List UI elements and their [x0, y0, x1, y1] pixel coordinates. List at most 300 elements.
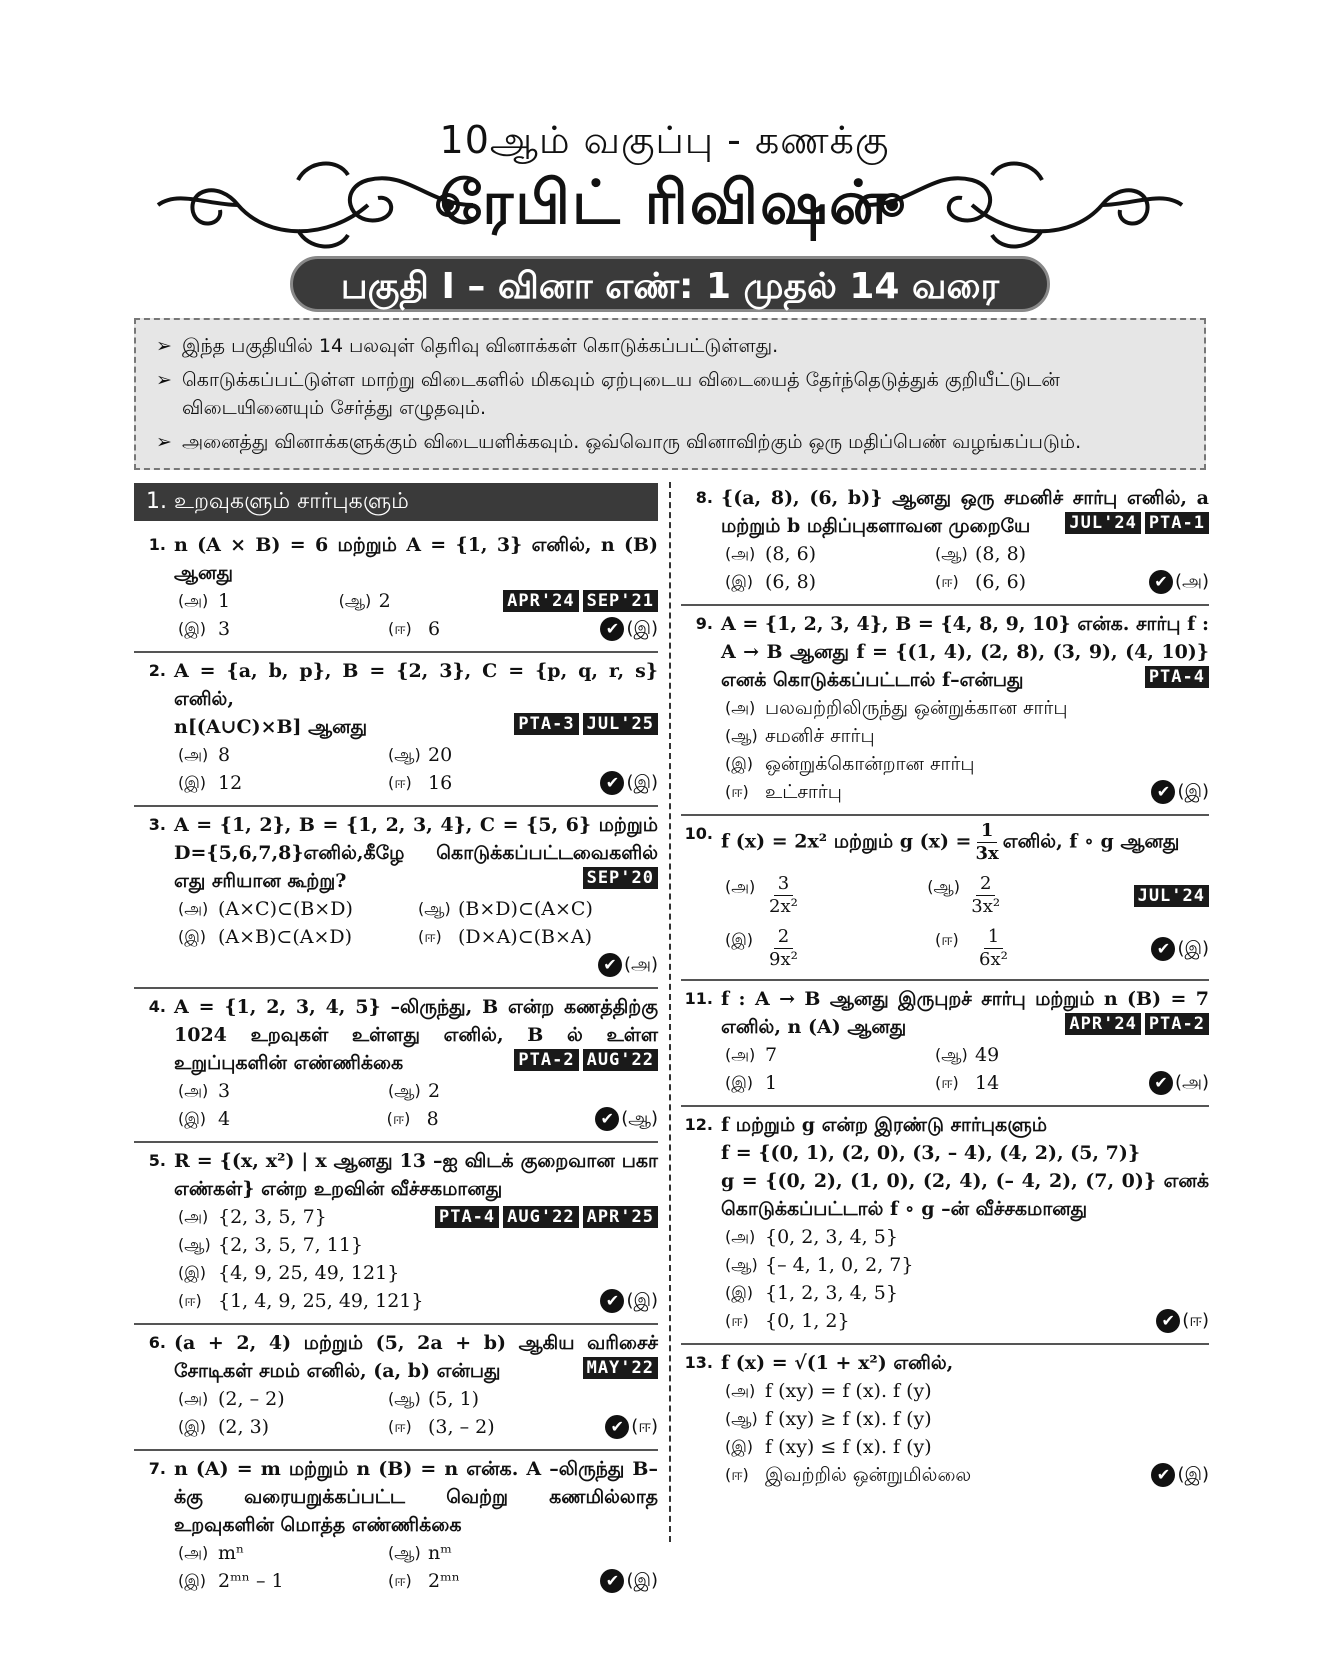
- option-label: (அ): [178, 1081, 209, 1100]
- instructions-box: [134, 318, 1206, 470]
- question-body: [174, 1455, 658, 1539]
- option-row: [178, 769, 658, 797]
- option-value: {0, 1, 2}: [765, 1310, 850, 1332]
- option-label: (இ): [178, 1263, 207, 1282]
- question-text-line: A = {a, b, p}, B = {2, 3}, C = {p, q, r, s} எனில்,: [174, 660, 658, 710]
- question: [134, 1451, 658, 1603]
- tag-group: [1141, 666, 1209, 688]
- option-value: (A×C)⊂(B×D): [218, 898, 353, 920]
- fraction: [769, 873, 798, 918]
- arrow-bullet-icon: ➢: [156, 369, 172, 391]
- answer-mark: [595, 1105, 658, 1133]
- question: [134, 653, 658, 807]
- question-body: [721, 610, 1209, 694]
- option-value: 20: [428, 744, 453, 766]
- option-value: mⁿ: [218, 1542, 245, 1564]
- exam-tag: APR'24: [503, 590, 578, 612]
- page-subtitle: 10ஆம் வகுப்பு - கணக்கு: [439, 118, 890, 162]
- options: [134, 1539, 658, 1595]
- question: [681, 1345, 1209, 1497]
- option-value: 12: [218, 772, 243, 794]
- option-label: (ஆ): [178, 1235, 211, 1254]
- part-banner: பகுதி I – வினா எண்: 1 முதல் 14 வரை: [290, 256, 1050, 312]
- question-number: 12.: [684, 1115, 713, 1134]
- option: [725, 540, 935, 568]
- option: [725, 1433, 932, 1461]
- tag-group: [1130, 885, 1209, 907]
- question: [134, 989, 658, 1143]
- option-row: [725, 540, 1209, 568]
- option-label: (அ): [178, 1543, 209, 1562]
- fraction: [769, 926, 798, 971]
- question-body: [721, 1349, 1209, 1377]
- option-value: 2: [428, 1080, 441, 1102]
- option-value: 1: [218, 590, 231, 612]
- options: [681, 873, 1209, 971]
- question-body: [721, 484, 1209, 540]
- option-label: (இ): [178, 619, 207, 638]
- left-column: [134, 483, 658, 1603]
- exam-tag: MAY'22: [583, 1357, 658, 1379]
- option-label: (ஆ): [418, 899, 451, 918]
- question: [681, 981, 1209, 1107]
- option-row: [725, 1433, 1209, 1461]
- option-row: [178, 1385, 658, 1413]
- option: [387, 1105, 596, 1133]
- question-body: [174, 1329, 658, 1385]
- option-row: [178, 587, 658, 615]
- question-text-line: (a + 2, 4) மற்றும் (5, 2a + b) ஆகிய வரிசைச் சோடிகள் சமம் எனில், (a, b) என்பது: [174, 1332, 658, 1382]
- exam-tag: APR'25: [583, 1206, 658, 1228]
- question-number: 5.: [148, 1151, 166, 1170]
- question-text-part: f (x) = 2x² மற்றும் g (x) =: [721, 830, 972, 853]
- option-row: [725, 778, 1209, 806]
- option-label: (அ): [725, 1045, 756, 1064]
- answer-mark: [600, 769, 658, 797]
- tag-group: [579, 1357, 658, 1379]
- options: [681, 1223, 1209, 1335]
- option-value: (2, 3): [218, 1416, 270, 1438]
- fraction: [979, 926, 1008, 971]
- option-value: 2ᵐⁿ: [428, 1570, 460, 1592]
- option: [725, 1223, 898, 1251]
- question-number: 3.: [148, 815, 166, 834]
- answer-label: (ஈ): [1182, 1310, 1209, 1331]
- option-row: [178, 1287, 658, 1315]
- question: [134, 1143, 658, 1325]
- tag-group: [431, 1206, 658, 1228]
- fraction: [971, 873, 1000, 918]
- option-value: (8, 6): [765, 543, 817, 565]
- options: [134, 587, 658, 643]
- question: [134, 527, 658, 653]
- answer-label: (இ): [1177, 1464, 1209, 1485]
- option: [927, 873, 1129, 918]
- question-number: 6.: [148, 1333, 166, 1352]
- option: [388, 1077, 598, 1105]
- question-text-line: A = {1, 2}, B = {1, 2, 3, 4}, C = {5, 6} மற்றும் D={5,6,7,8}எனில்,கீழே கொடுக்கப்பட்டவைகளில் எது சரியான கூற்று?: [174, 814, 658, 892]
- fraction-numerator: 2: [774, 926, 793, 949]
- option-label: (ஈ): [388, 773, 412, 792]
- question: [681, 1107, 1209, 1345]
- fraction-denominator: 6x²: [979, 949, 1008, 970]
- option-label: (ஈ): [725, 1465, 749, 1484]
- question-text-line: {(a, 8), (6, b)} ஆனது ஒரு சமனிச் சார்பு எனில், a மற்றும் b மதிப்புகளாவன முறையே: [721, 487, 1209, 537]
- exam-tag: JUL'24: [1134, 885, 1209, 907]
- option: [388, 615, 598, 643]
- instruction-item: ➢ இந்த பகுதியில் 14 பலவுள் தெரிவு வினாக்கள் கொடுக்கப்பட்டுள்ளது.: [156, 332, 1184, 360]
- option: [339, 587, 500, 615]
- exam-tag: SEP'21: [583, 590, 658, 612]
- exam-tag: PTA-2: [1145, 1013, 1209, 1035]
- question: [134, 807, 658, 989]
- option-row: [725, 1069, 1209, 1097]
- question-text-line: f (x) = √(1 + x²) எனில்,: [721, 1352, 954, 1374]
- question-text: [681, 820, 1209, 865]
- exam-tag: PTA-3: [514, 713, 578, 735]
- check-circle-icon: ✔: [598, 953, 622, 977]
- tag-group: [1061, 1013, 1209, 1035]
- option: [178, 1385, 388, 1413]
- option: [725, 1377, 932, 1405]
- answer-label: (ஆ): [621, 1108, 658, 1129]
- check-circle-icon: ✔: [600, 1569, 624, 1593]
- option-label: (ஆ): [388, 1543, 421, 1562]
- question-text-part: எனில், f ∘ g ஆனது: [1002, 830, 1180, 853]
- option-row: [725, 722, 1209, 750]
- option: [178, 1287, 423, 1315]
- exam-tag: JUL'25: [583, 713, 658, 735]
- option-value: f (xy) ≥ f (x). f (y): [765, 1408, 932, 1430]
- option-row: [178, 1231, 658, 1259]
- option: [178, 741, 388, 769]
- option-label: (ஆ): [388, 1389, 421, 1408]
- fraction-denominator: 3x: [975, 843, 999, 864]
- question-text: [134, 993, 658, 1077]
- question-text-line: n (A × B) = 6 மற்றும் A = {1, 3} எனில், n (B) ஆனது: [174, 534, 658, 584]
- option-value: (5, 1): [428, 1388, 480, 1410]
- option: [178, 587, 339, 615]
- option: [178, 895, 418, 923]
- question-text-line: A = {1, 2, 3, 4, 5} –லிருந்து, B என்ற கணத்திற்கு 1024 உறவுகள் உள்ளது எனில், B ல் உள்ள உறுப்புகளின் எண்ணிக்கை: [174, 996, 658, 1074]
- options: [134, 1385, 658, 1441]
- option-value: {4, 9, 25, 49, 121}: [218, 1262, 400, 1284]
- question-text: [134, 811, 658, 895]
- check-circle-icon: ✔: [600, 771, 624, 795]
- option-label: (அ): [178, 591, 209, 610]
- option-value: 1: [765, 1072, 778, 1094]
- question-text: [134, 1147, 658, 1203]
- option: [935, 1069, 1145, 1097]
- question-number: 9.: [695, 614, 713, 633]
- check-circle-icon: ✔: [1156, 1309, 1180, 1333]
- option-row: [178, 1203, 658, 1231]
- instruction-item: ➢ அனைத்து வினாக்களுக்கும் விடையளிக்கவும். ஒவ்வொரு வினாவிற்கும் ஒரு மதிப்பெண் வழங்கப்படும்.: [156, 428, 1184, 456]
- option-row: [178, 1259, 658, 1287]
- option-value: 4: [218, 1108, 231, 1130]
- option-row: [725, 1251, 1209, 1279]
- fraction-numerator: 3: [774, 873, 793, 896]
- answer-label: (இ): [1177, 937, 1209, 959]
- fraction-denominator: 9x²: [769, 949, 798, 970]
- question-text: [134, 1329, 658, 1385]
- option-row: [178, 1567, 658, 1595]
- option: [178, 1539, 388, 1567]
- option-value: (8, 8): [975, 543, 1027, 565]
- question-text: [681, 484, 1209, 540]
- option-label: (ஆ): [725, 1255, 758, 1274]
- check-circle-icon: ✔: [1149, 1071, 1173, 1095]
- answer-mark: [1149, 568, 1209, 596]
- question-text-line: A = {1, 2, 3, 4}, B = {4, 8, 9, 10} என்க. சார்பு f : A → B ஆனது f = {(1, 4), (2, 8), (3, 9), (4, 10)} எனக் கொடுக்கப்பட்டால் f–என்பது: [721, 613, 1209, 691]
- options: [681, 1377, 1209, 1489]
- option-label: (இ): [725, 1283, 754, 1302]
- question: [681, 606, 1209, 816]
- options: [134, 741, 658, 797]
- question-text: [134, 1455, 658, 1539]
- option-label: (இ): [725, 930, 754, 949]
- question-text-line: n[(A∪C)×B] ஆனது: [174, 716, 368, 738]
- question-number: 4.: [148, 997, 166, 1016]
- option-label: (ஆ): [935, 544, 968, 563]
- option-row: [725, 568, 1209, 596]
- option: [935, 926, 1145, 971]
- option-value: (6, 8): [765, 571, 817, 593]
- answer-mark: [600, 1567, 658, 1595]
- check-circle-icon: ✔: [600, 617, 624, 641]
- option: [725, 568, 935, 596]
- option-label: (ஈ): [388, 1571, 412, 1590]
- option-value: 7: [765, 1044, 778, 1066]
- exam-tag: JUL'24: [1065, 512, 1140, 534]
- option: [178, 615, 388, 643]
- option-value: உட்சார்பு: [765, 781, 842, 803]
- answer-label: (இ): [626, 772, 658, 793]
- option-label: (அ): [725, 544, 756, 563]
- exam-tag: AUG'22: [503, 1206, 578, 1228]
- question-number: 2.: [148, 661, 166, 680]
- page-header: [0, 0, 1329, 320]
- option-value: 6: [428, 618, 441, 640]
- option-label: (அ): [178, 899, 209, 918]
- option-row: [725, 1377, 1209, 1405]
- options: [681, 1041, 1209, 1097]
- option-value: f (xy) = f (x). f (y): [765, 1380, 932, 1402]
- answer-label: (இ): [626, 618, 658, 639]
- option-row: [725, 1223, 1209, 1251]
- option-label: (ஆ): [927, 877, 960, 896]
- section-heading: 1. உறவுகளும் சார்புகளும்: [134, 483, 658, 521]
- option-value: 49: [975, 1044, 1000, 1066]
- option: [725, 750, 975, 778]
- option: [418, 895, 658, 923]
- option-label: (அ): [178, 745, 209, 764]
- fraction: [975, 820, 998, 865]
- option-label: (இ): [725, 1073, 754, 1092]
- exam-tag: SEP'20: [583, 867, 658, 889]
- option-value: {1, 4, 9, 25, 49, 121}: [218, 1290, 424, 1312]
- option-label: (ஈ): [725, 1311, 749, 1330]
- question: [134, 1325, 658, 1451]
- option-label: (ஆ): [725, 1409, 758, 1428]
- answer-mark: [1151, 935, 1209, 963]
- option: [935, 1041, 1145, 1069]
- fraction-numerator: 1: [977, 820, 998, 843]
- option-row: [178, 1413, 658, 1441]
- option-row: [178, 615, 658, 643]
- option-label: (இ): [725, 754, 754, 773]
- check-circle-icon: ✔: [1151, 937, 1175, 961]
- question-body: [174, 657, 658, 741]
- check-circle-icon: ✔: [1151, 780, 1175, 804]
- option-label: (ஈ): [178, 1291, 202, 1310]
- column-divider: [669, 482, 671, 1542]
- question-number: 1.: [148, 535, 166, 554]
- option: [178, 1413, 388, 1441]
- option-value: இவற்றில் ஒன்றுமில்லை: [765, 1464, 972, 1486]
- check-circle-icon: ✔: [1151, 1463, 1175, 1487]
- question-number: 13.: [684, 1353, 713, 1372]
- question-text: [681, 1111, 1209, 1223]
- option-value: 3: [218, 1080, 231, 1102]
- option-label: (ஈ): [386, 1109, 411, 1128]
- option: [388, 1539, 598, 1567]
- option: [178, 769, 388, 797]
- option-value: {2, 3, 5, 7, 11}: [218, 1234, 364, 1256]
- answer-mark: [600, 1287, 658, 1315]
- question-body: [174, 531, 658, 587]
- option-label: (இ): [178, 1417, 207, 1436]
- option-label: (ஈ): [388, 1417, 412, 1436]
- question-text-line: n (A) = m மற்றும் n (B) = n என்க. A –லிருந்து B–க்கு வரையறுக்கப்பட்ட வெற்று கணமில்லாத உறவுகளின் மொத்த எண்ணிக்கை: [174, 1458, 658, 1536]
- option: [178, 1567, 388, 1595]
- option-row: [725, 873, 1209, 918]
- fraction-denominator: 2x²: [769, 896, 798, 917]
- question: [681, 480, 1209, 606]
- check-circle-icon: ✔: [1149, 570, 1173, 594]
- option-value: 8: [218, 744, 231, 766]
- option: [725, 873, 927, 918]
- option-value: 8: [426, 1108, 439, 1130]
- option: [725, 926, 935, 971]
- option: [725, 1279, 898, 1307]
- option-label: (அ): [178, 1207, 209, 1226]
- question-body: [721, 985, 1209, 1041]
- option-value: சமனிச் சார்பு: [765, 725, 875, 747]
- option-row: [178, 741, 658, 769]
- question-text-line: f மற்றும் g என்ற இரண்டு சார்புகளும்: [721, 1114, 1048, 1136]
- exam-tag: APR'24: [1065, 1013, 1140, 1035]
- option-value: 16: [428, 772, 453, 794]
- option: [388, 1413, 598, 1441]
- option-row: [178, 951, 658, 979]
- answer-label: (ஈ): [631, 1416, 658, 1437]
- option-value: {2, 3, 5, 7}: [218, 1206, 327, 1228]
- option-label: (ஆ): [388, 745, 421, 764]
- question-text: [681, 985, 1209, 1041]
- options: [681, 694, 1209, 806]
- fraction-numerator: 1: [984, 926, 1003, 949]
- option: [388, 769, 598, 797]
- option: [935, 568, 1145, 596]
- option: [178, 1203, 327, 1231]
- option-row: [725, 1461, 1209, 1489]
- option: [725, 1405, 932, 1433]
- option-label: (இ): [178, 1571, 207, 1590]
- option-value: 2ᵐⁿ – 1: [218, 1570, 284, 1592]
- arrow-bullet-icon: ➢: [156, 335, 172, 357]
- option-row: [725, 1307, 1209, 1335]
- option: [725, 778, 842, 806]
- option-row: [725, 926, 1209, 971]
- option: [178, 923, 418, 951]
- option-label: (அ): [725, 1227, 756, 1246]
- option-value: (A×B)⊂(A×D): [218, 926, 353, 948]
- option-row: [725, 694, 1209, 722]
- check-circle-icon: ✔: [605, 1415, 629, 1439]
- option-label: (இ): [725, 1437, 754, 1456]
- option: [725, 1069, 935, 1097]
- answer-mark: [605, 1413, 658, 1441]
- question-text: [681, 1349, 1209, 1377]
- option: [725, 1307, 850, 1335]
- option-label: (ஆ): [388, 1081, 421, 1100]
- question-number: 11.: [684, 989, 713, 1008]
- option: [178, 1077, 388, 1105]
- option-label: (இ): [178, 773, 207, 792]
- option-value: nᵐ: [428, 1542, 452, 1564]
- question-text: [134, 531, 658, 587]
- option-value: (2, – 2): [218, 1388, 285, 1410]
- option-label: (ஈ): [725, 782, 749, 801]
- answer-label: (இ): [1177, 781, 1209, 802]
- option-label: (ஆ): [725, 726, 758, 745]
- tag-group: [510, 713, 658, 735]
- option: [935, 540, 1145, 568]
- question-body: [174, 811, 658, 895]
- page-title: ரேபிட் ரிவிஷன்: [439, 168, 890, 238]
- option-row: [178, 1077, 658, 1105]
- tag-group: [499, 590, 658, 612]
- option: [178, 1259, 399, 1287]
- option: [725, 1461, 971, 1489]
- fraction-denominator: 3x²: [971, 896, 1001, 917]
- question-text-line: f : A → B ஆனது இருபுறச் சார்பு மற்றும் n (B) = 7 எனில், n (A) ஆனது: [721, 988, 1209, 1038]
- option-value: {– 4, 1, 0, 2, 7}: [765, 1254, 914, 1276]
- answer-mark: [1151, 778, 1209, 806]
- option: [388, 1567, 598, 1595]
- exam-tag: PTA-4: [435, 1206, 499, 1228]
- options: [134, 1203, 658, 1315]
- answer-mark: [600, 615, 658, 643]
- option-label: (ஈ): [935, 1073, 959, 1092]
- answer-label: (இ): [626, 1290, 658, 1311]
- tag-group: [579, 867, 658, 889]
- option-value: பலவற்றிலிருந்து ஒன்றுக்கான சார்பு: [765, 697, 1068, 719]
- option-value: (B×D)⊂(A×C): [458, 898, 593, 920]
- exam-tag: PTA-1: [1145, 512, 1209, 534]
- option: [178, 1105, 387, 1133]
- option-row: [178, 1539, 658, 1567]
- option: [725, 722, 875, 750]
- question-number: 8.: [695, 488, 713, 507]
- answer-mark: [1149, 1069, 1209, 1097]
- fraction-numerator: 2: [976, 873, 995, 896]
- answer-mark: [1156, 1307, 1209, 1335]
- option-label: (அ): [725, 877, 756, 896]
- option-label: (ஈ): [418, 927, 442, 946]
- option-label: (ஈ): [935, 572, 959, 591]
